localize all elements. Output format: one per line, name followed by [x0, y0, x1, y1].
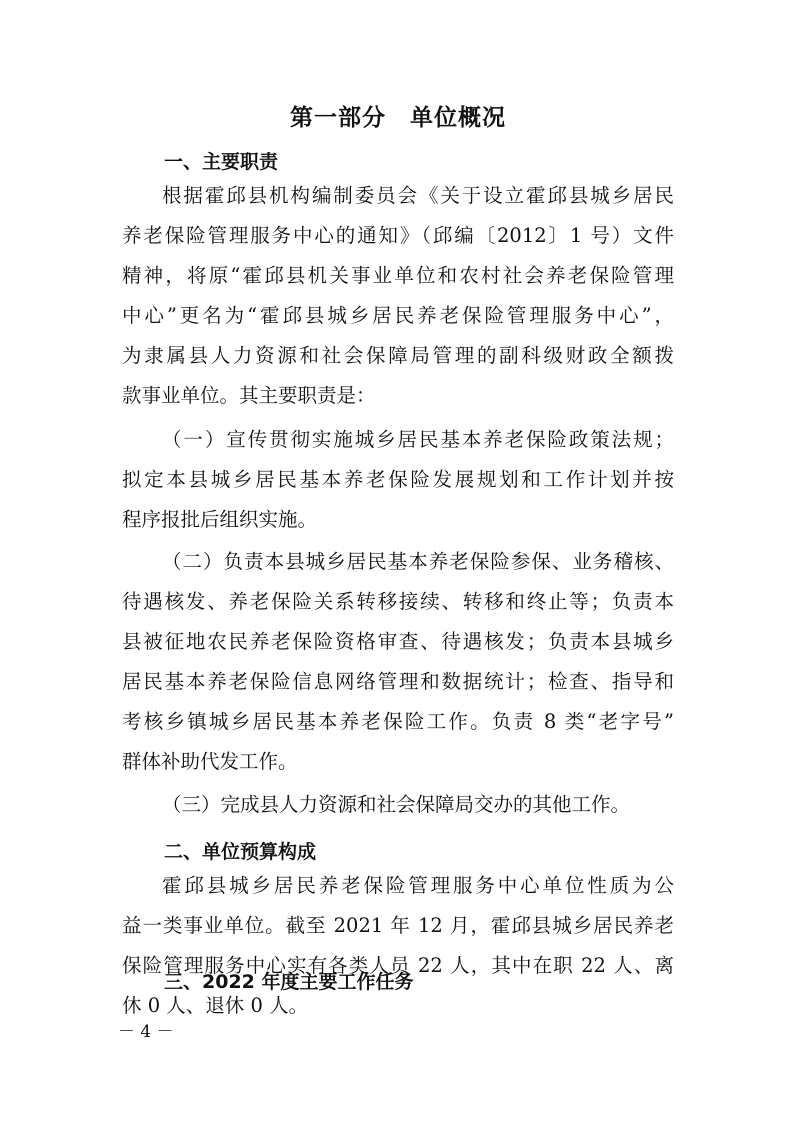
paragraph-duties-intro	[122, 176, 674, 416]
text-line: 休 0 人、退休 0 人。	[122, 994, 309, 1017]
text-line: 待遇核发、养老保险关系转移接续、转移和终止等；负责本	[122, 590, 674, 613]
text-line: 养老保险管理服务中心的通知》（邱编〔2012〕1 号）文件	[122, 224, 674, 247]
section-heading-duties: 一、主要职责	[164, 151, 279, 173]
paragraph-duty-3	[122, 785, 674, 825]
text-line: 县被征地农民养老保险资格审查、待遇核发；负责本县城乡	[122, 630, 674, 653]
document-page	[122, 0, 674, 1122]
text-line: 款事业单位。其主要职责是：	[122, 384, 376, 407]
text-line: 拟定本县城乡居民基本养老保险发展规划和工作计划并按	[122, 468, 674, 491]
text-line: 益一类事业单位。截至 2021 年 12 月，霍邱县城乡居民养老	[122, 914, 674, 937]
page-title: 第一部分 单位概况	[290, 105, 506, 131]
text-line: 中心”更名为“霍邱县城乡居民养老保险管理服务中心”，	[122, 304, 674, 327]
text-line: 霍邱县城乡居民养老保险管理服务中心单位性质为公	[162, 874, 674, 897]
paragraph-duty-1	[122, 420, 674, 540]
text-line: 精神，将原“霍邱县机关事业单位和农村社会养老保险管理	[122, 264, 674, 287]
section-heading-budget: 二、单位预算构成	[164, 841, 317, 863]
text-line: 根据霍邱县机构编制委员会《关于设立霍邱县城乡居民	[162, 184, 674, 207]
paragraph-duty-2	[122, 542, 674, 782]
text-line: 居民基本养老保险信息网络管理和数据统计；检查、指导和	[122, 670, 674, 693]
paragraph-budget	[122, 866, 674, 1026]
page-number: － 4 －	[118, 1022, 174, 1042]
text-line: （一）宣传贯彻实施城乡居民基本养老保险政策法规；	[162, 428, 674, 451]
text-line: 为隶属县人力资源和社会保障局管理的副科级财政全额拨	[122, 344, 674, 367]
text-line: 保险管理服务中心实有各类人员 22 人，其中在职 22 人、离	[122, 954, 674, 977]
text-line: 程序报批后组织实施。	[122, 508, 318, 531]
text-line: （二）负责本县城乡居民基本养老保险参保、业务稽核、	[162, 550, 674, 573]
text-line: 考核乡镇城乡居民基本养老保险工作。负责 8 类“老字号”	[122, 710, 674, 733]
text-line: （三）完成县人力资源和社会保障局交办的其他工作。	[162, 793, 631, 816]
text-line: 群体补助代发工作。	[122, 750, 298, 773]
section-heading-tasks: 三、2022 年度主要工作任务	[164, 971, 414, 993]
